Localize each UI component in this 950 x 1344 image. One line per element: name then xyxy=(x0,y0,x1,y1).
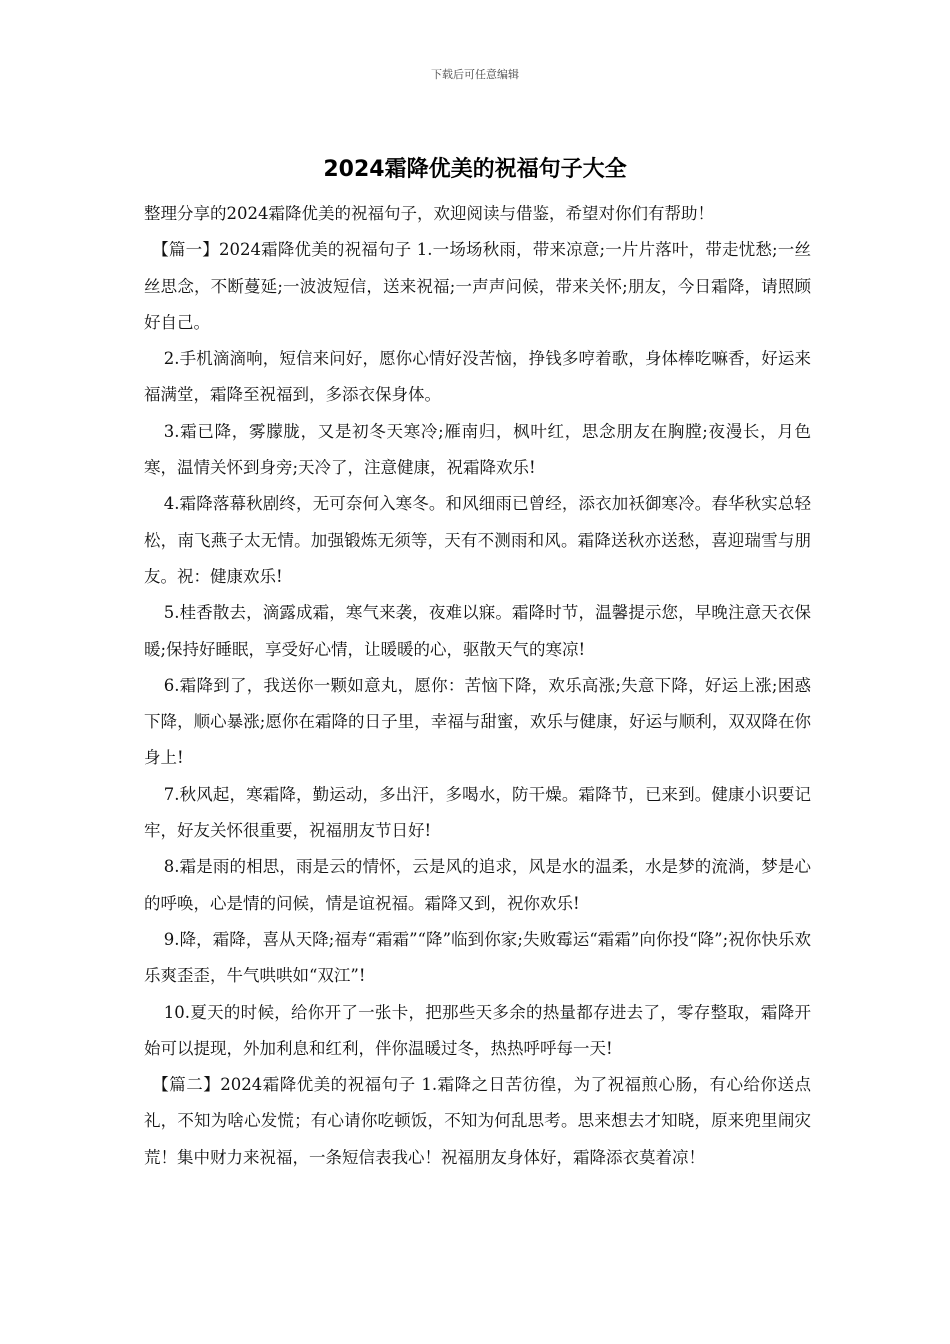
blessing-paragraph: 2.手机滴滴响，短信来问好，愿你心情好没苦恼，挣钱多哼着歌，身体棒吃嘛香，好运来福满堂，霜降至祝福到，多添衣保身体。 xyxy=(144,349,811,405)
blessing-paragraph: 3.霜已降，雾朦胧，又是初冬天寒冷;雁南归，枫叶红，思念朋友在胸膛;夜漫长，月色寒，温情关怀到身旁;天冷了，注意健康，祝霜降欢乐! xyxy=(144,421,811,478)
intro-paragraph: 整理分享的2024霜降优美的祝福句子，欢迎阅读与借鉴，希望对你们有帮助！ xyxy=(144,204,714,223)
blessing-paragraph: 6.霜降到了，我送你一颗如意丸，愿你：苦恼下降，欢乐高涨;失意下降，好运上涨;困惑下降，顺心暴涨;愿你在霜降的日子里，幸福与甜蜜，欢乐与健康，好运与顺利，双双降在你身上! xyxy=(144,675,811,768)
section-two-paragraph: 【篇二】2024霜降优美的祝福句子 1.霜降之日苦彷徨，为了祝福煎心肠，有心给你送点礼，不知为啥心发慌；有心请你吃顿饭，不知为何乱思考。思来想去才知晓，原来兜里闹灾荒！集中财力来祝福，一条短信表我心！祝福朋友身体好，霜降添衣莫着凉！ xyxy=(144,1075,811,1167)
document-body xyxy=(144,196,811,1176)
blessing-paragraph: 5.桂香散去，滴露成霜，寒气来袭，夜难以寐。霜降时节，温馨提示您，早晚注意天衣保暖;保持好睡眠，享受好心情，让暖暖的心，驱散天气的寒凉! xyxy=(144,603,811,659)
blessing-paragraph: 10.夏天的时候，给你开了一张卡，把那些天多余的热量都存进去了，零存整取，霜降开始可以提现，外加利息和红利，伴你温暖过冬，热热呼呼每一天! xyxy=(144,1002,811,1058)
blessing-paragraph: 7.秋风起，寒霜降，勤运动，多出汗，多喝水，防干燥。霜降节，已来到。健康小识要记牢，好友关怀很重要，祝福朋友节日好! xyxy=(144,784,811,841)
header-note: 下载后可任意编辑 xyxy=(431,68,519,81)
section-one-paragraph: 【篇一】2024霜降优美的祝福句子 1.一场场秋雨，带来凉意;一片片落叶，带走忧愁;一丝丝思念，不断蔓延;一波波短信，送来祝福;一声声问候，带来关怀;朋友，今日霜降，请照顾好自己。 xyxy=(144,240,811,332)
blessing-paragraph: 4.霜降落幕秋剧终，无可奈何入寒冬。和风细雨已曾经，添衣加袄御寒冷。春华秋实总轻松，南飞燕子太无情。加强锻炼无须等，天有不测雨和风。霜降送秋亦送愁，喜迎瑞雪与朋友。祝：健康欢乐! xyxy=(144,494,811,586)
page-title: 2024霜降优美的祝福句子大全 xyxy=(323,157,627,182)
blessing-paragraph: 8.霜是雨的相思，雨是云的情怀，云是风的追求，风是水的温柔，水是梦的流淌，梦是心的呼唤，心是情的问候，情是谊祝福。霜降又到，祝你欢乐! xyxy=(144,857,811,913)
blessing-paragraph: 9.降，霜降，喜从天降;福寿“霜霜”“降”临到你家;失败霉运“霜霜”向你投“降”;祝你快乐欢乐爽歪歪，牛气哄哄如“双江”! xyxy=(144,929,811,986)
